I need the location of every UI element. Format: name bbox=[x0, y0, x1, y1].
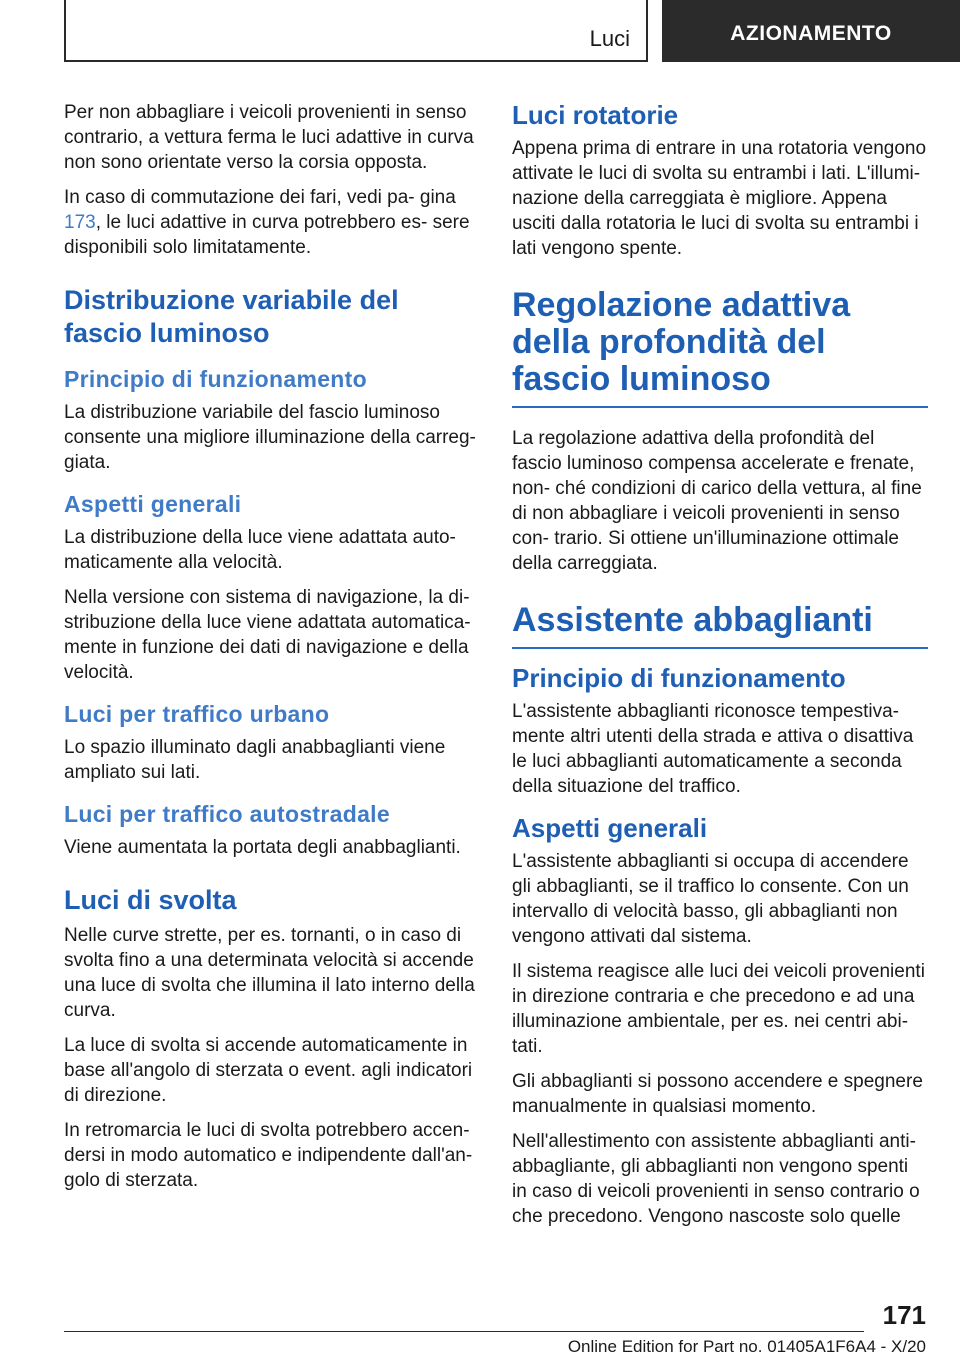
heading-rotatorie: Luci rotatorie bbox=[512, 100, 679, 130]
paragraph: Gli abbaglianti si possono accendere e spegnere manualmente in qualsiasi momento. bbox=[512, 1071, 923, 1117]
heading-principio: Principio di funzionamento bbox=[64, 366, 367, 392]
paragraph: L'assistente abbaglianti si occupa di accendere gli abbaglianti, se il traffico lo consente. Con un intervallo di velocità basso, gli abbaglianti non vengono attivati dal sistema. bbox=[512, 851, 909, 947]
heading-svolta: Luci di svolta bbox=[64, 885, 237, 915]
heading-regolazione: Regolazione adattiva della profondità del fascio luminoso bbox=[512, 287, 928, 408]
heading-autostradale: Luci per traffico autostradale bbox=[64, 801, 390, 827]
paragraph: Appena prima di entrare in una rotatoria vengono attivate le luci di svolta su entrambi i lati. L'illumi- nazione della carreggiata è migliore. Appena usciti dalla rotatoria le luci di svolta su entrambi i lati vengono spente. bbox=[512, 138, 927, 259]
paragraph: Il sistema reagisce alle luci dei veicoli provenienti in direzione contraria e che precedono e ad una illuminazione ambientale, per es. nei centri abi- tati. bbox=[512, 961, 925, 1057]
paragraph: In retromarcia le luci di svolta potrebbero accen- dersi in modo automatico e indipendente dall'an- golo di sterzata. bbox=[64, 1120, 473, 1191]
paragraph: Per non abbagliare i veicoli provenienti in senso contrario, a vettura ferma le luci adattive in curva non sono orientate verso la corsia opposta. bbox=[64, 102, 474, 173]
header-box bbox=[64, 0, 648, 62]
paragraph: Viene aumentata la portata degli anabbaglianti. bbox=[64, 837, 461, 858]
paragraph: La distribuzione della luce viene adattata auto- maticamente alla velocità. bbox=[64, 527, 456, 573]
header-chapter-label: AZIONAMENTO bbox=[730, 22, 892, 45]
heading-assistente: Assistente abbaglianti bbox=[512, 602, 928, 649]
paragraph: Nella versione con sistema di navigazione, la di- stribuzione della luce viene adattata automatica- mente in funzione dei dati di navigazione e della velocità. bbox=[64, 587, 471, 683]
paragraph: La distribuzione variabile del fascio luminoso consente una migliore illuminazione della carreg- giata. bbox=[64, 402, 476, 473]
paragraph: Nelle curve strette, per es. tornanti, o in caso di svolta fino a una determinata velocità si accende una luce di svolta che illumina il lato interno della curva. bbox=[64, 925, 475, 1021]
right-column bbox=[512, 100, 928, 1239]
text: , le luci adattive in curva potrebbero es- sere disponibili solo limitatamente. bbox=[64, 212, 470, 258]
paragraph: Lo spazio illuminato dagli anabbaglianti viene ampliato sui lati. bbox=[64, 737, 446, 783]
heading-distribuzione: Distribuzione variabile del fascio luminoso bbox=[64, 285, 399, 348]
paragraph: La luce di svolta si accende automaticamente in base all'angolo di sterzata o event. agli indicatori di direzione. bbox=[64, 1035, 473, 1106]
paragraph-with-link bbox=[64, 185, 476, 260]
header-chapter-tab bbox=[662, 0, 960, 62]
heading-aspetti: Aspetti generali bbox=[512, 813, 708, 843]
paragraph: Nell'allestimento con assistente abbaglianti anti- abbagliante, gli abbaglianti non vengono spenti in caso di veicoli provenienti in senso contrario o che precedono. Vengono nascoste solo quelle bbox=[512, 1131, 920, 1227]
heading-aspetti: Aspetti generali bbox=[64, 491, 242, 517]
page-link[interactable]: 173 bbox=[64, 212, 96, 233]
page-number: 171 bbox=[882, 1300, 926, 1330]
heading-urbano: Luci per traffico urbano bbox=[64, 701, 330, 727]
text: In caso di commutazione dei fari, vedi pa- gina bbox=[64, 187, 456, 208]
paragraph: L'assistente abbaglianti riconosce tempestiva- mente altri utenti della strada e attiva o disattiva le luci abbaglianti automaticamente a seconda della situazione del traffico. bbox=[512, 701, 914, 797]
paragraph: La regolazione adattiva della profondità del fascio luminoso compensa accelerate e frenate, non- ché condizioni di carico della vettura, al fine di non abbagliare i veicoli provenienti in senso con- trario. Si ottiene un'illuminazione ottimale della carreggiata. bbox=[512, 428, 922, 574]
footer-edition: Online Edition for Part no. 01405A1F6A4 - X/20 bbox=[567, 1337, 926, 1356]
header-section-title: Luci bbox=[589, 26, 630, 51]
heading-principio: Principio di funzionamento bbox=[512, 663, 846, 693]
footer-divider bbox=[64, 1331, 864, 1332]
left-column bbox=[64, 100, 476, 1203]
